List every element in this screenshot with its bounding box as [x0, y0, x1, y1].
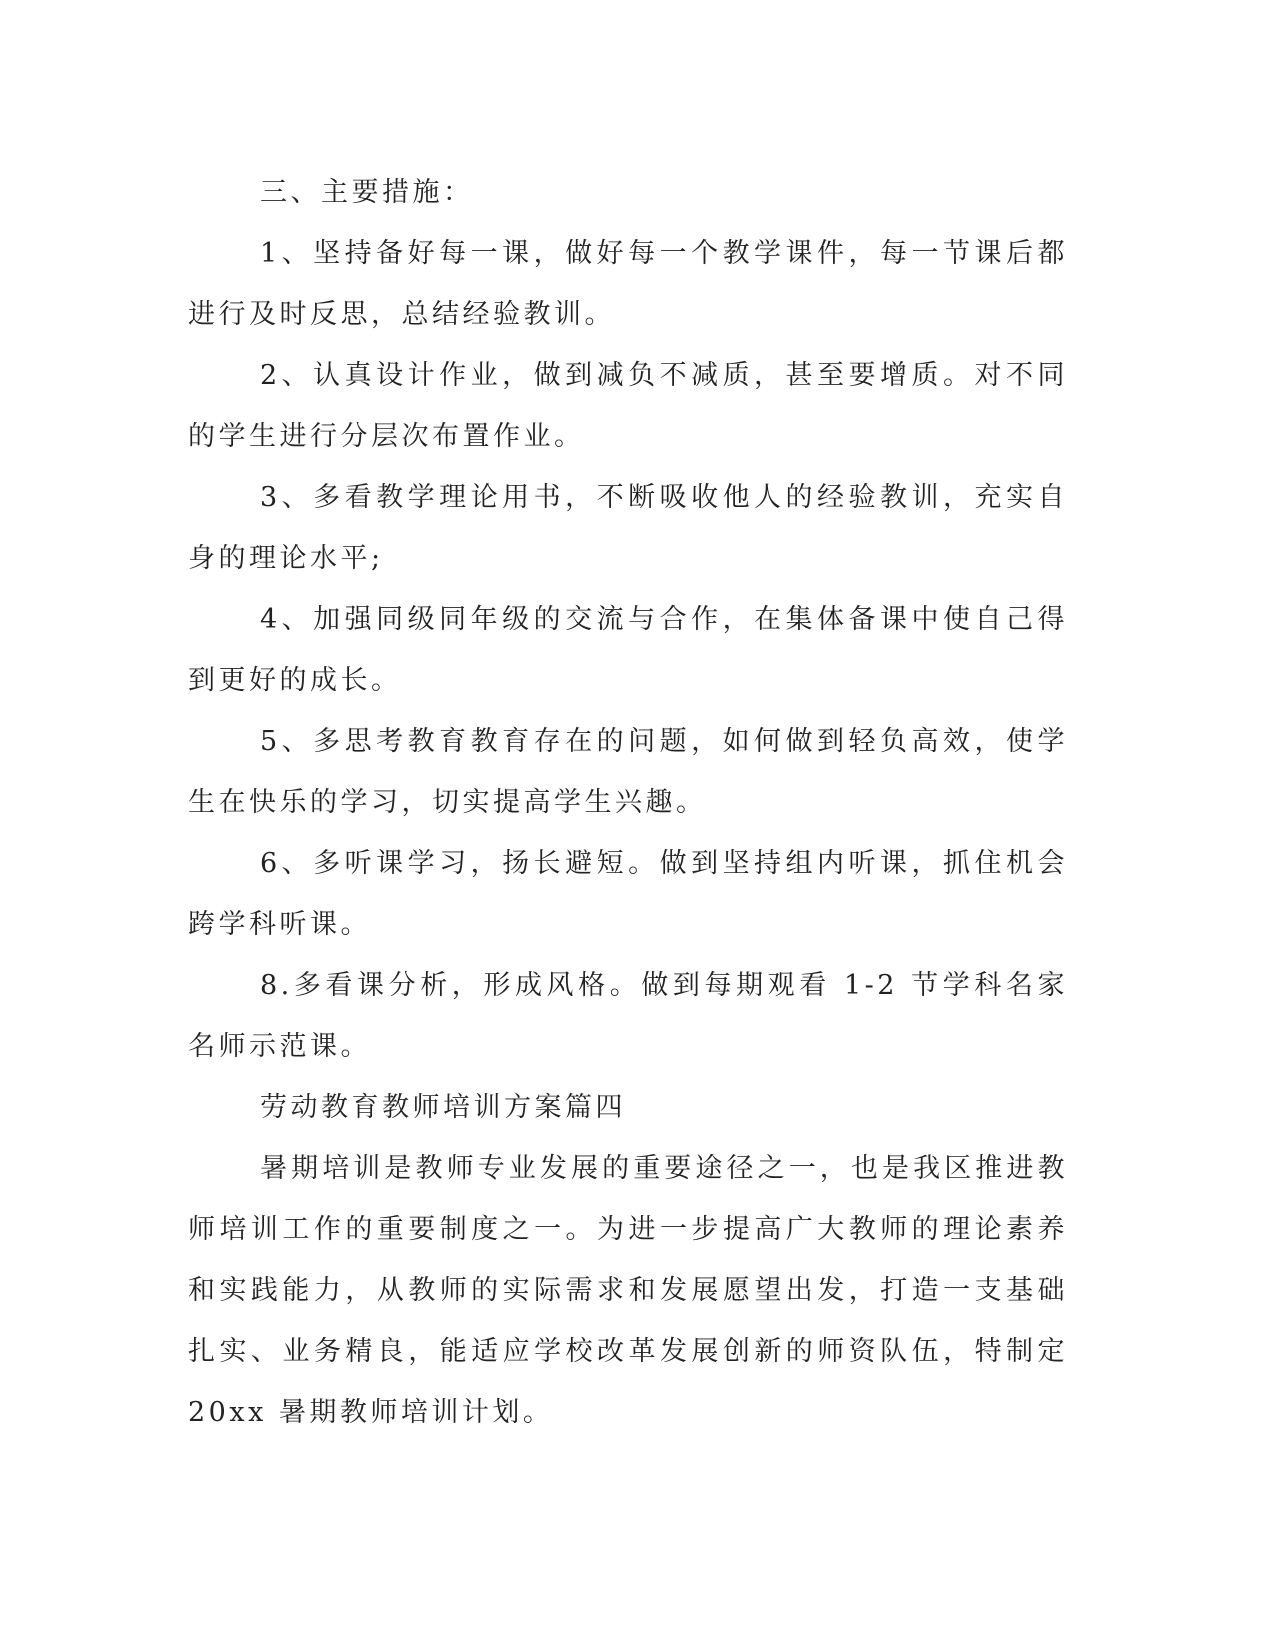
intro-paragraph: 暑期培训是教师专业发展的重要途径之一，也是我区推进教师培训工作的重要制度之一。为进一步提高广大教师的理论素养和实践能力，从教师的实际需求和发展愿望出发，打造一支基础扎实、业务精良，能适应学校改革发展创新的师资队伍，特制定 20xx 暑期教师培训计划。 [188, 1153, 1068, 1428]
measure-item-6: 6、多听课学习，扬长避短。做到坚持组内听课，抓住机会跨学科听课。 [188, 848, 1068, 940]
measure-item-2: 2、认真设计作业，做到减负不减质，甚至要增质。对不同的学生进行分层次布置作业。 [188, 360, 1068, 452]
document-body [188, 162, 1068, 1443]
measure-item-3: 3、多看教学理论用书，不断吸收他人的经验教训，充实自身的理论水平; [188, 482, 1068, 574]
measure-item-4: 4、加强同级同年级的交流与合作，在集体备课中使自己得到更好的成长。 [188, 604, 1068, 696]
chapter-title: 劳动教育教师培训方案篇四 [260, 1092, 626, 1123]
measure-item-5: 5、多思考教育教育存在的问题，如何做到轻负高效，使学生在快乐的学习，切实提高学生兴趣。 [188, 726, 1068, 818]
measure-item-1: 1、坚持备好每一课，做好每一个教学课件，每一节课后都进行及时反思，总结经验教训。 [188, 238, 1068, 330]
measure-item-8: 8.多看课分析，形成风格。做到每期观看 1-2 节学科名家名师示范课。 [188, 970, 1068, 1062]
section-heading: 三、主要措施： [260, 177, 474, 208]
